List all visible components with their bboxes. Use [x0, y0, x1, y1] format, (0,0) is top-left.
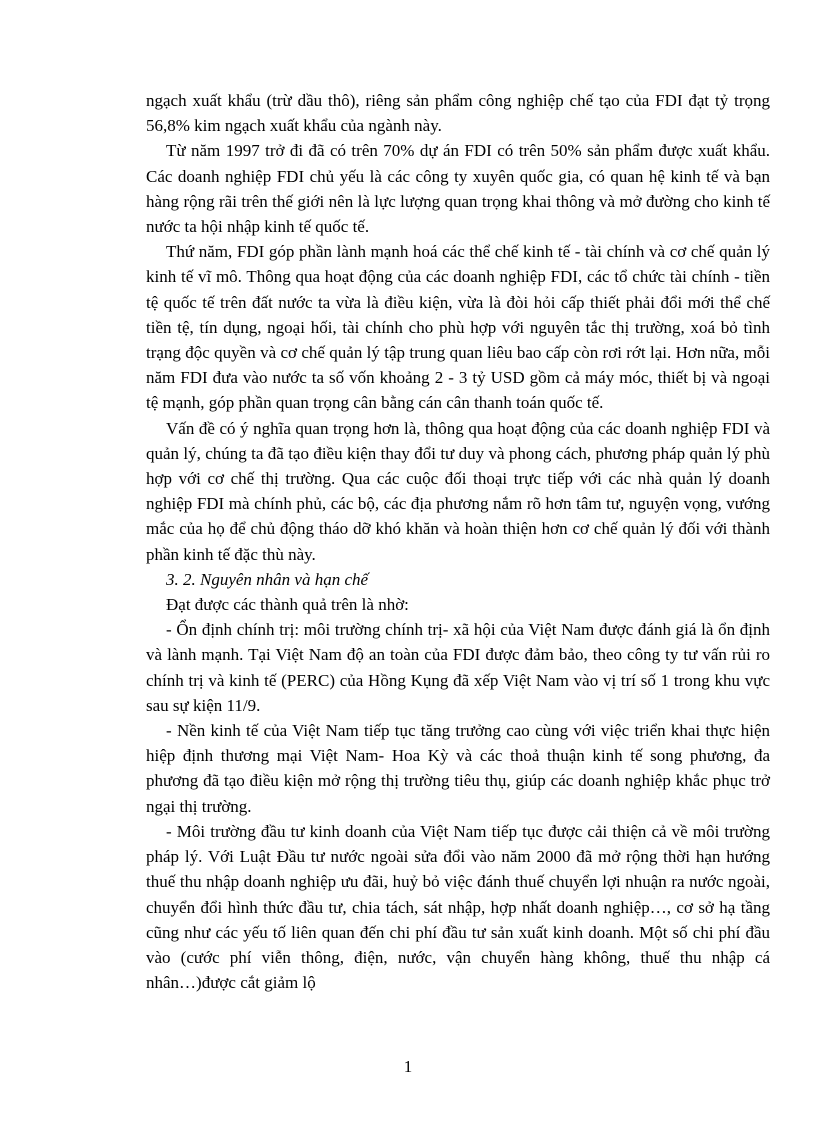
page-number: 1	[403, 1057, 413, 1076]
paragraph: - Môi trường đầu tư kinh doanh của Việt Nam tiếp tục được cải thiện cả về môi trường pháp lý. Với Luật Đầu tư nước ngoài sửa đổi vào năm 2000 đã mở rộng thời hạn hướng thuế thu nhập doanh nghiệp ưu đãi, huỷ bỏ việc đánh thuế chuyển lợi nhuận ra nước ngoài, chuyển đổi hình thức đầu tư, chia tách, sát nhập, hợp nhất doanh nghiệp…, cơ sở hạ tầng cũng như các yếu tố liên quan đến chi phí đầu tư sản xuất kinh doanh. Một số chi phí đầu vào (cước phí viễn thông, điện, nước, vận chuyển hàng không, thuế thu nhập cá nhân…)được cắt giảm lộ	[146, 821, 770, 993]
paragraph: Thứ năm, FDI góp phần lành mạnh hoá các thể chế kinh tế - tài chính và cơ chế quản lý kinh tế vĩ mô. Thông qua hoạt động của các doanh nghiệp FDI, các tổ chức tài chính - tiền tệ quốc tế trên đất nước ta vừa là điều kiện, vừa là đòi hỏi cấp thiết phải đổi mới thể chế tiền tệ, tín dụng, ngoại hối, tài chính cho phù hợp với nguyên tắc thị trường, xoá bỏ tình trạng độc quyền và cơ chế quản lý tập trung quan liêu bao cấp còn rơi rớt lại. Hơn nữa, mỗi năm FDI đưa vào nước ta số vốn khoảng 2 - 3 tỷ USD gồm cả máy móc, thiết bị và ngoại tệ mạnh, góp phần quan trọng cân bằng cán cân thanh toán quốc tế.	[146, 242, 770, 413]
section-heading: 3. 2. Nguyên nhân và hạn chế	[166, 569, 369, 589]
paragraph: Từ năm 1997 trở đi đã có trên 70% dự án FDI có trên 50% sản phẩm được xuất khẩu. Các doanh nghiệp FDI chủ yếu là các công ty xuyên quốc gia, có quan hệ kinh tế và bạn hàng rộng rãi trên thế giới nên là lực lượng quan trọng khai thông và mở đường cho kinh tế nước ta hội nhập kinh tế quốc tế.	[146, 141, 770, 237]
paragraph: Vấn đề có ý nghĩa quan trọng hơn là, thông qua hoạt động của các doanh nghiệp FDI và quản lý, chúng ta đã tạo điều kiện thay đổi tư duy và phong cách, phương pháp quản lý phù hợp với cơ chế thị trường. Qua các cuộc đối thoại trực tiếp với các nhà quản lý doanh nghiệp FDI mà chính phủ, các bộ, các địa phương nắm rõ hơn tâm tư, nguyện vọng, vướng mắc của họ để chủ động tháo dỡ khó khăn và hoàn thiện hơn cơ chế quản lý đối với thành phần kinh tế đặc thù này.	[146, 418, 770, 564]
paragraph: - Ổn định chính trị: môi trường chính trị- xã hội của Việt Nam được đánh giá là ổn định và lành mạnh. Tại Việt Nam độ an toàn của FDI được đảm bảo, theo công ty tư vấn rủi ro chính trị và kinh tế (PERC) của Hồng Kụng đã xếp Việt Nam vào vị trí số 1 trong khu vực sau sự kiện 11/9.	[146, 620, 770, 715]
paragraph: Đạt được các thành quả trên là nhờ:	[166, 595, 409, 615]
paragraph: - Nền kinh tế của Việt Nam tiếp tục tăng trưởng cao cùng với việc triển khai thực hiện hiệp định thương mại Việt Nam- Hoa Kỳ và các thoả thuận kinh tế song phương, đa phương đã tạo điều kiện mở rộng thị trường tiêu thụ, giúp các doanh nghiệp khắc phục trở ngại thị trường.	[146, 721, 770, 816]
paragraph: ngạch xuất khẩu (trừ dầu thô), riêng sản phẩm công nghiệp chế tạo của FDI đạt tỷ trọng 56,8% kim ngạch xuất khẩu của ngành này.	[146, 91, 770, 136]
document-body	[146, 88, 770, 995]
